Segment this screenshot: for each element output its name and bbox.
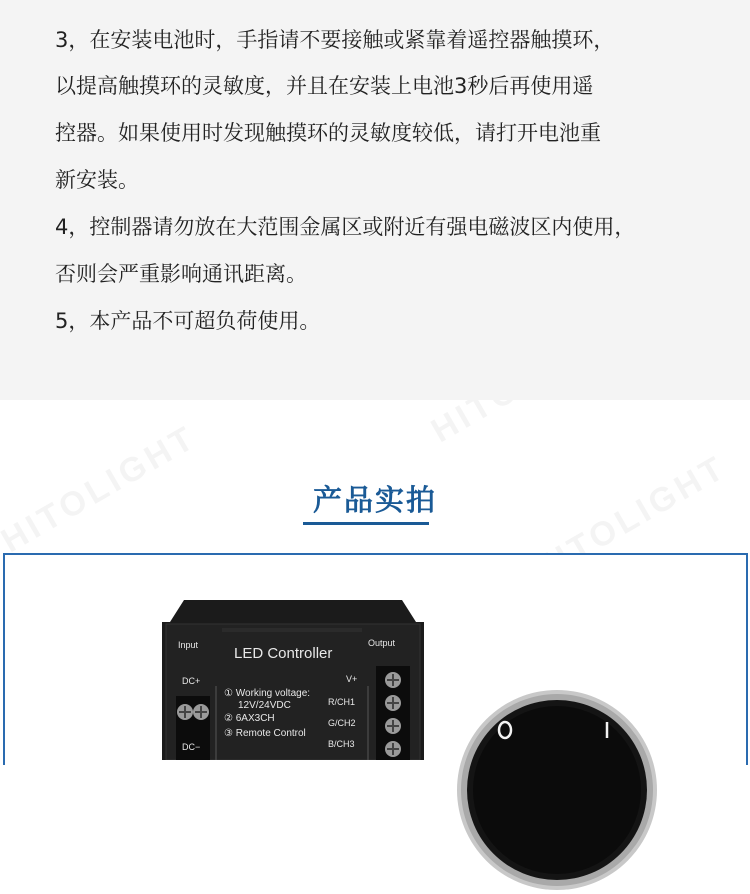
touch-remote-image (457, 690, 657, 890)
spec-current: ② 6AX3CH (224, 713, 275, 724)
spec-voltage: ① Working voltage: (224, 688, 311, 699)
dc-plus-label: DC+ (182, 676, 201, 686)
v-plus-label: V+ (346, 674, 358, 684)
instruction-line: 3，在安装电池时，手指请不要接触或紧靠着遥控器触摸环， (55, 28, 615, 52)
ch1-label: R/CH1 (328, 697, 356, 707)
instruction-line: 以提高触摸环的灵敏度，并且在安装上电池3秒后再使用遥 (55, 74, 594, 98)
instruction-line: 新安装。 (55, 168, 139, 192)
led-controller-image (162, 600, 424, 760)
controller-title: LED Controller (234, 645, 333, 662)
instruction-line: 控器。如果使用时发现触摸环的灵敏度较低，请打开电池重 (55, 121, 601, 145)
ch2-label: G/CH2 (328, 718, 356, 728)
output-label: Output (368, 638, 396, 648)
dc-minus-label: DC− (182, 742, 201, 752)
spec-voltage-value: 12V/24VDC (238, 700, 291, 711)
section-title: 产品实拍 (312, 483, 437, 517)
spec-remote: ③ Remote Control (224, 728, 306, 739)
remote-body (457, 690, 657, 890)
input-label: Input (178, 640, 199, 650)
instruction-line: 4，控制器请勿放在大范围金属区或附近有强电磁波区内使用， (55, 215, 636, 239)
title-underline (303, 522, 429, 525)
instruction-line: 否则会严重影响通讯距离。 (55, 262, 307, 286)
instruction-line: 5，本产品不可超负荷使用。 (55, 309, 321, 333)
instructions-panel (0, 0, 750, 400)
ch3-label: B/CH3 (328, 739, 355, 749)
